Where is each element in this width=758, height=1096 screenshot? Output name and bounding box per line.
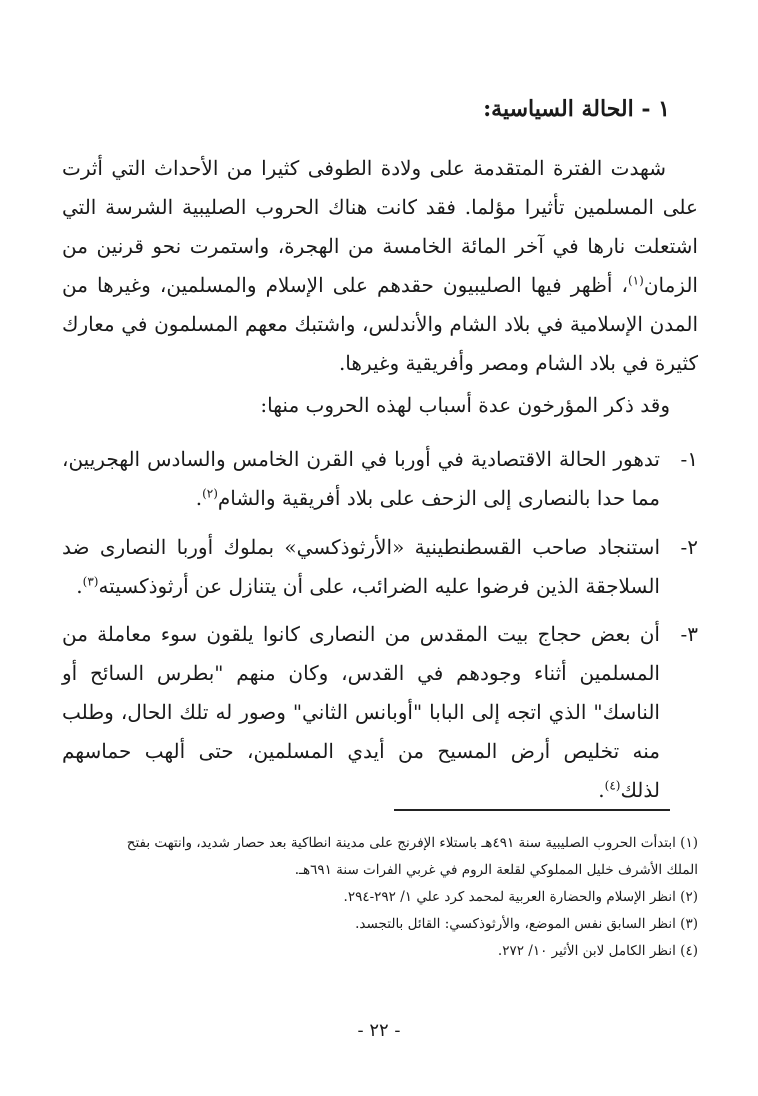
footnote-ref-2[interactable]: (٢) — [202, 486, 218, 501]
reason-text — [62, 440, 660, 518]
footnote-marker: (٤) — [680, 943, 698, 959]
reason-text — [62, 528, 660, 606]
reason-item — [62, 615, 698, 810]
reason-item — [62, 528, 698, 606]
reasons-intro: وقد ذكر المؤرخون عدة أسباب لهذه الحروب منها: — [260, 393, 670, 417]
footnote-divider — [394, 809, 670, 811]
footnote-ref-4[interactable]: (٤) — [604, 778, 621, 793]
footnotes-list — [62, 830, 698, 965]
footnote-marker: (١) — [680, 835, 698, 851]
reason-text-end: . — [76, 574, 83, 598]
reason-item — [62, 440, 698, 518]
intro-paragraph — [62, 149, 698, 383]
reason-text — [62, 615, 660, 810]
footnote-item — [62, 938, 698, 965]
intro-paragraph-end: ، أظهر فيها الصليبيون حقدهم على الإسلام والمسلمين، وغيرها من المدن الإسلامية في بلاد الشام والأندلس، واشتبك معهم المسلمون في معارك كثيرة في بلاد الشام ومصر وأفريقية وغيرها. — [62, 273, 698, 375]
footnote-ref-1[interactable]: (١) — [627, 273, 644, 288]
footnote-marker: (٣) — [680, 916, 698, 932]
footnote-text: انظر السابق نفس الموضع، والأرثوذكسي: القائل بالتجسد. — [355, 916, 676, 932]
reason-number: ٣- — [680, 622, 698, 646]
page-number: - ٢٢ - — [357, 1020, 401, 1041]
intro-paragraph-text: شهدت الفترة المتقدمة على ولادة الطوفى كثيرا من الأحداث التي أثرت على المسلمين تأثيرا مؤلما. فقد كانت هناك الحروب الصليبية الشرسة التي اشتعلت نارها في آخر المائة الخامسة من الهجرة، واستمرت نحو قرنين من الزمان — [62, 156, 698, 297]
reason-text-end: . — [195, 486, 203, 510]
section-heading: ١ - الحالة السياسية: — [483, 96, 670, 122]
reason-text-body: تدهور الحالة الاقتصادية في أوربا في القرن الخامس والسادس الهجريين، مما حدا بالنصارى إلى الزحف على بلاد أفريقية والشام — [62, 447, 660, 510]
footnote-continuation: الملك الأشرف خليل المملوكي لقلعة الروم في غربي الفرات سنة ٦٩١هـ. — [294, 862, 698, 878]
footnote-item — [62, 911, 698, 938]
footnote-item — [62, 884, 698, 911]
reason-text-body: أن بعض حجاج بيت المقدس من النصارى كانوا يلقون سوء معاملة من المسلمين أثناء وجودهم في القدس، وكان منهم "بطرس السائح أو الناسك" الذي اتجه إلى البابا "أوبانس الثاني" وصور له تلك الحال، وطلب منه تخليص أرض المسيح من أيدي المسلمين، حتى ألهب حماسهم لذلك — [62, 622, 660, 802]
footnote-text: ابتدأت الحروب الصليبية سنة ٤٩١هـ باستلاء الإفرنج على مدينة انطاكية بعد حصار شديد، وانتهت بفتح — [126, 835, 676, 851]
footnote-marker: (٢) — [680, 889, 698, 905]
footnote-ref-3[interactable]: (٣) — [82, 574, 99, 589]
footnote-text: انظر الإسلام والحضارة العربية لمحمد كرد علي ١/ ٢٩٢-٢٩٤. — [343, 889, 676, 905]
reason-number: ٢- — [680, 535, 698, 559]
footnote-text: انظر الكامل لابن الأثير ١٠/ ٢٧٢. — [497, 943, 676, 959]
reason-number: ١- — [680, 447, 698, 471]
footnote-item — [62, 830, 698, 857]
reason-text-end: . — [598, 778, 605, 802]
reason-text-body: استنجاد صاحب القسطنطينية «الأرثوذكسي» بملوك أوربا النصارى ضد السلاجقة الذين فرضوا عليه الضرائب، على أن يتنازل عن أرثوذكسيته — [62, 535, 660, 598]
